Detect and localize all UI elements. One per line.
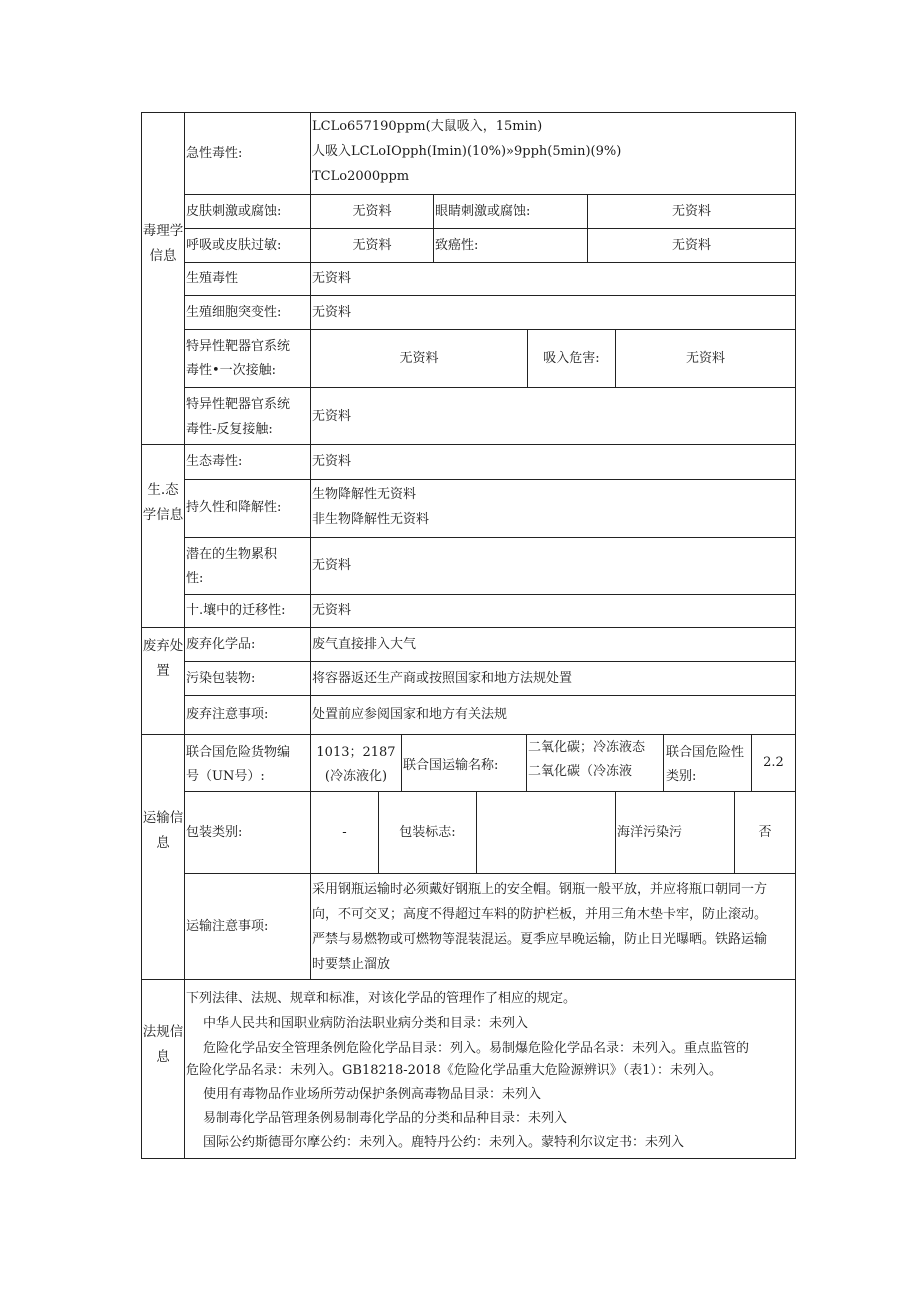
bioaccumulation-label: 性:: [186, 571, 204, 586]
hazard-class-label: 联合国危险性: [666, 745, 745, 760]
regulation-section-label: 法规信息: [142, 1024, 184, 1065]
eye-irritation-label: 眼睛刺激或腐蚀:: [435, 204, 531, 219]
transport-notes-line: 严禁与易燃物或可燃物等混装混运。夏季应早晚运输，防止日光曝晒。铁路运输: [312, 932, 768, 947]
packing-group-label: 包装类别:: [186, 825, 243, 840]
regulation-line: 国际公约斯德哥尔摩公约：未列入。鹿特丹公约：未列入。蒙特利尔议定书：未列入: [203, 1135, 685, 1150]
stot-single-value: 无资料: [399, 351, 439, 366]
contaminated-packaging-value: 将容器返还生产商或按照国家和地方法规处置: [312, 671, 573, 686]
ecotoxicity-value: 无资料: [312, 454, 352, 469]
transport-section-label: 运输信息: [142, 810, 184, 851]
mutagenicity-label: 生殖细胞突变性:: [186, 305, 282, 320]
stot-repeated-label: 特异性靶器官系统: [186, 397, 291, 412]
regulation-line: 易制毒化学品管理条例易制毒化学品的分类和品种目录：未列入: [203, 1111, 568, 1126]
carcinogenicity-value: 无资料: [671, 238, 711, 253]
sensitization-value: 无资料: [352, 238, 392, 253]
stot-repeated-value: 无资料: [312, 409, 352, 424]
marine-pollutant-label: 海洋污染污: [617, 825, 683, 840]
marine-pollutant-value: 否: [758, 825, 772, 840]
un-number-value: 1013；2187: [316, 745, 396, 760]
un-number-label: 号（UN号）:: [186, 769, 265, 784]
acute-toxicity-line: TCLo2000ppm: [312, 169, 410, 184]
shipping-name-label: 联合国运输名称:: [403, 758, 499, 773]
un-number-label: 联合国危险货物编: [186, 745, 291, 760]
persistence-value: 生物降解性无资料: [312, 487, 417, 502]
packing-mark-label: 包装标志:: [399, 825, 456, 840]
reproductive-toxicity-label: 生殖毒性: [186, 271, 239, 286]
hazard-class-value: 2.2: [763, 755, 784, 770]
ecology-section-label: 生.态学信息: [142, 482, 184, 523]
sensitization-label: 呼吸或皮肤过敏:: [186, 238, 282, 253]
skin-corrosion-label: 皮肤刺激或腐蚀:: [186, 204, 282, 219]
shipping-name-cell: [528, 735, 663, 791]
aspiration-value: 无资料: [685, 351, 725, 366]
stot-single-label: 特异性靶器官系统: [186, 339, 291, 354]
acute-toxicity-line: 人吸入LCLoIOpph(Imin)(10%)»9pph(5min)(9%): [312, 144, 622, 159]
regulation-line: 使用有毒物品作业场所劳动保护条例高毒物品目录：未列入: [203, 1087, 542, 1102]
disposal-notes-value: 处置前应参阅国家和地方有关法规: [312, 707, 508, 722]
transport-notes-line: 时要禁止溜放: [312, 957, 391, 972]
mutagenicity-value: 无资料: [312, 305, 352, 320]
ecotoxicity-label: 生态毒性:: [186, 454, 243, 469]
stot-single-label: 毒性•一次接触:: [186, 363, 277, 378]
regulation-line: 危险化学品名录：未列入。GB18218-2018《危险化学品重大危险源辨识》（表1）：未列入。: [186, 1063, 723, 1078]
skin-corrosion-value: 无资料: [352, 204, 392, 219]
acute-toxicity-label: 急性毒性:: [186, 146, 243, 161]
carcinogenicity-label: 致癌性:: [435, 238, 479, 253]
shipping-name-value: 二氧化碳；冷冻液态: [528, 740, 646, 755]
waste-chemical-value: 废气直接排入大气: [312, 637, 417, 652]
acute-toxicity-line: LCLo657190ppm(大鼠吸入，15min): [312, 119, 543, 134]
shipping-name-value: 二氧化碳（冷冻液: [528, 764, 633, 779]
regulation-line: 危险化学品安全管理条例危险化学品目录：列入。易制爆危险化学品名录：未列入。重点监管的: [203, 1041, 750, 1056]
transport-notes-label: 运输注意事项:: [186, 919, 269, 934]
contaminated-packaging-label: 污染包装物:: [186, 671, 256, 686]
persistence-label: 持久性和降解性:: [186, 500, 282, 515]
toxicology-section-label: 毒理学信息: [142, 223, 184, 264]
eye-irritation-value: 无资料: [671, 204, 711, 219]
waste-chemical-label: 废弃化学品:: [186, 637, 256, 652]
bioaccumulation-label: 潜在的生物累积: [186, 547, 278, 562]
disposal-notes-label: 废弃注意事项:: [186, 707, 269, 722]
bioaccumulation-value: 无资料: [312, 558, 352, 573]
un-number-value: (冷冻液化): [324, 769, 388, 784]
stot-repeated-label: 毒性-反复接触:: [186, 422, 273, 437]
regulation-line: 下列法律、法规、规章和标准，对该化学品的管理作了相应的规定。: [186, 991, 577, 1006]
transport-notes-line: 向，不可交叉；高度不得超过车料的防护栏板，并用三角木垫卡牢，防止滚动。: [312, 907, 768, 922]
regulation-line: 中华人民共和国职业病防治法职业病分类和目录：未列入: [203, 1016, 529, 1031]
transport-notes-line: 采用钢瓶运输时必须戴好钢瓶上的安全帽。钢瓶一般平放，并应将瓶口朝同一方: [312, 882, 768, 897]
persistence-value: 非生物降解性无资料: [312, 512, 430, 527]
hazard-class-label: 类别:: [666, 769, 697, 784]
packing-group-value: -: [342, 825, 347, 840]
disposal-section-label: 废弃处置: [142, 638, 184, 679]
reproductive-toxicity-value: 无资料: [312, 271, 352, 286]
soil-mobility-label: 十.壤中的迁移性:: [186, 603, 286, 618]
aspiration-label: 吸入危害:: [543, 351, 600, 366]
soil-mobility-value: 无资料: [312, 603, 352, 618]
